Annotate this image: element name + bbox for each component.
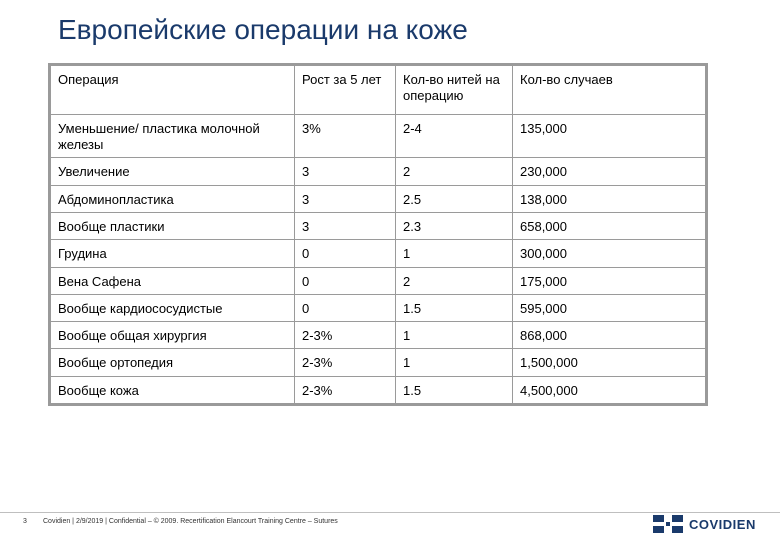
table-row <box>51 349 706 376</box>
cell-growth: 0 <box>295 294 396 321</box>
cell-cases: 1,500,000 <box>513 349 706 376</box>
cell-operation: Вообще ортопедия <box>51 349 295 376</box>
cell-operation: Уменьшение/ пластика молочной железы <box>51 115 295 158</box>
cell-operation: Грудина <box>51 240 295 267</box>
cell-growth: 3 <box>295 158 396 185</box>
cell-cases: 868,000 <box>513 322 706 349</box>
cell-operation: Вообще пластики <box>51 213 295 240</box>
table-row <box>51 294 706 321</box>
operations-table <box>48 63 708 406</box>
table-row <box>51 158 706 185</box>
slide-title: Европейские операции на коже <box>58 14 468 45</box>
cell-sutures: 2.5 <box>396 185 513 212</box>
cell-growth: 3 <box>295 185 396 212</box>
cell-operation: Увеличение <box>51 158 295 185</box>
cell-cases: 230,000 <box>513 158 706 185</box>
covidien-cross-logo-icon <box>653 515 683 533</box>
cell-operation: Вообще кардиососудистые <box>51 294 295 321</box>
header-growth: Рост за 5 лет <box>295 66 396 115</box>
cell-sutures: 1 <box>396 322 513 349</box>
cell-cases: 175,000 <box>513 267 706 294</box>
cell-cases: 138,000 <box>513 185 706 212</box>
table-row <box>51 267 706 294</box>
logo-text: COVIDIEN <box>689 516 756 532</box>
header-sutures-per-op: Кол-во нитей на операцию <box>396 66 513 115</box>
table-row <box>51 213 706 240</box>
cell-operation: Вообще общая хирургия <box>51 322 295 349</box>
cell-operation: Вообще кожа <box>51 376 295 403</box>
cell-sutures: 1 <box>396 349 513 376</box>
cell-cases: 300,000 <box>513 240 706 267</box>
covidien-logo <box>653 512 756 536</box>
cell-sutures: 1 <box>396 240 513 267</box>
header-operation: Операция <box>51 66 295 115</box>
page-number: 3 <box>23 518 27 525</box>
cell-growth: 2-3% <box>295 322 396 349</box>
table-row <box>51 185 706 212</box>
cell-growth: 2-3% <box>295 376 396 403</box>
footer-text: Covidien | 2/9/2019 | Confidential – © 2009. Recertification Elancourt Training Centre – Sutures <box>43 518 338 525</box>
cell-sutures: 2.3 <box>396 213 513 240</box>
cell-growth: 2-3% <box>295 349 396 376</box>
table-row <box>51 240 706 267</box>
cell-growth: 0 <box>295 267 396 294</box>
cell-growth: 3 <box>295 213 396 240</box>
cell-sutures: 1.5 <box>396 294 513 321</box>
cell-operation: Абдоминопластика <box>51 185 295 212</box>
cell-growth: 0 <box>295 240 396 267</box>
cell-sutures: 1.5 <box>396 376 513 403</box>
cell-cases: 658,000 <box>513 213 706 240</box>
table-row <box>51 376 706 403</box>
cell-sutures: 2-4 <box>396 115 513 158</box>
slide-footer <box>0 512 780 540</box>
cell-cases: 4,500,000 <box>513 376 706 403</box>
cell-operation: Вена Сафена <box>51 267 295 294</box>
table-row <box>51 115 706 158</box>
cell-cases: 595,000 <box>513 294 706 321</box>
cell-cases: 135,000 <box>513 115 706 158</box>
header-case-count: Кол-во случаев <box>513 66 706 115</box>
cell-sutures: 2 <box>396 267 513 294</box>
cell-sutures: 2 <box>396 158 513 185</box>
cell-growth: 3% <box>295 115 396 158</box>
table-row <box>51 322 706 349</box>
table-header-row <box>51 66 706 115</box>
